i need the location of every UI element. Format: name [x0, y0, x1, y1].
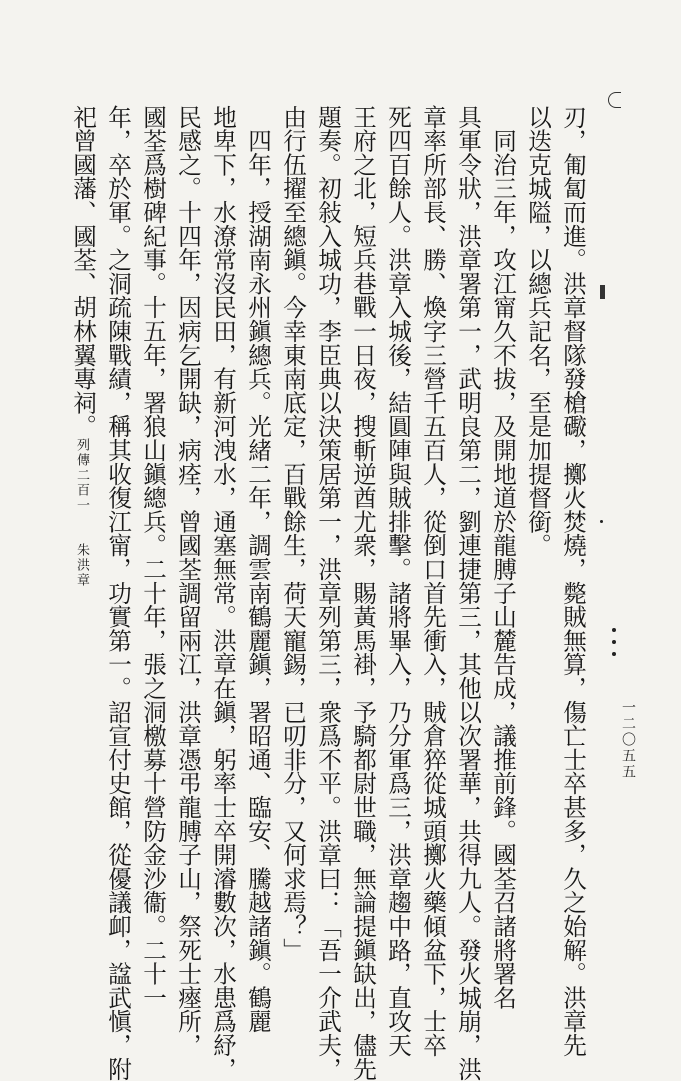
scan-mark	[612, 628, 616, 632]
text-column: 由行伍擢至總鎭。今幸東南底定，百戰餘生，荷天寵錫，已叨非分，又何求焉？」	[279, 105, 307, 962]
page-number: 一二〇五五	[620, 700, 636, 780]
scan-mark	[600, 285, 605, 299]
text-column: 具軍令狀，洪章署第一，武明良第二，劉連捷第三，其他以次署華，共得九人。發火城崩，洪	[454, 105, 482, 1081]
text-column: 地卑下，水潦常沒民田，有新河洩水，通塞無常。洪章在鎭，躬率士卒開濬數次，水患爲紓，	[209, 105, 237, 1081]
text-column: 同治三年，攻江甯久不拔，及開地道於龍膊子山麓告成，議推前鋒。國荃召諸將署名	[489, 105, 517, 1010]
text-column: 祀曾國藩、國荃、胡林翼專祠。	[69, 105, 97, 439]
text-column: 王府之北，短兵巷戰一日夜，搜斬逆酋尤衆，賜黃馬褂，予騎都尉世職，無論提鎭缺出，儘先	[349, 105, 377, 1081]
scan-mark	[600, 520, 603, 523]
running-head: 列傳二百一 朱洪章	[74, 438, 89, 588]
text-column: 死四百餘人。洪章入城後，結圓陣與賊排擊。諸將畢入，乃分軍爲三，洪章趨中路，直攻天	[384, 105, 412, 1057]
text-column: 章率所部長、勝、煥字三營千五百人，從倒口首先衝入，賊倉猝從城頭擲火藥傾盆下，士卒	[419, 105, 447, 1057]
text-column: 民感之。十四年，因病乞開缺，病痊，曾國荃調留兩江，洪章憑弔龍膊子山，祭死士瘞所，	[174, 105, 202, 1057]
text-column: 以迭克城隘，以總兵記名，至是加提督銜。	[524, 105, 552, 558]
text-column: 國荃爲樹碑紀事。十五年，署狼山鎭總兵。二十年，張之洞檄募十營防金沙衞。二十一	[139, 105, 167, 1010]
scan-mark	[612, 652, 616, 656]
scan-mark	[608, 92, 621, 108]
text-column: 四年，授湖南永州鎭總兵。光緒二年，調雲南鶴麗鎭，署昭通、臨安、騰越諸鎭。鶴麗	[244, 105, 272, 1034]
text-column: 年，卒於軍。之洞疏陳戰績，稱其收復江甯，功實第一。詔宣付史館，從優議卹，諡武愼，附	[104, 105, 132, 1081]
scan-mark	[612, 640, 616, 644]
text-column: 題奏。初敍入城功，李臣典以決策居第一，洪章列第三，衆爲不平。洪章曰：「吾一介武夫，	[314, 105, 342, 1081]
text-column: 刃，匍匐而進。洪章督隊發槍礮，擲火焚燒，斃賊無算，傷亡士卒甚多，久之始解。洪章先	[559, 105, 587, 1057]
